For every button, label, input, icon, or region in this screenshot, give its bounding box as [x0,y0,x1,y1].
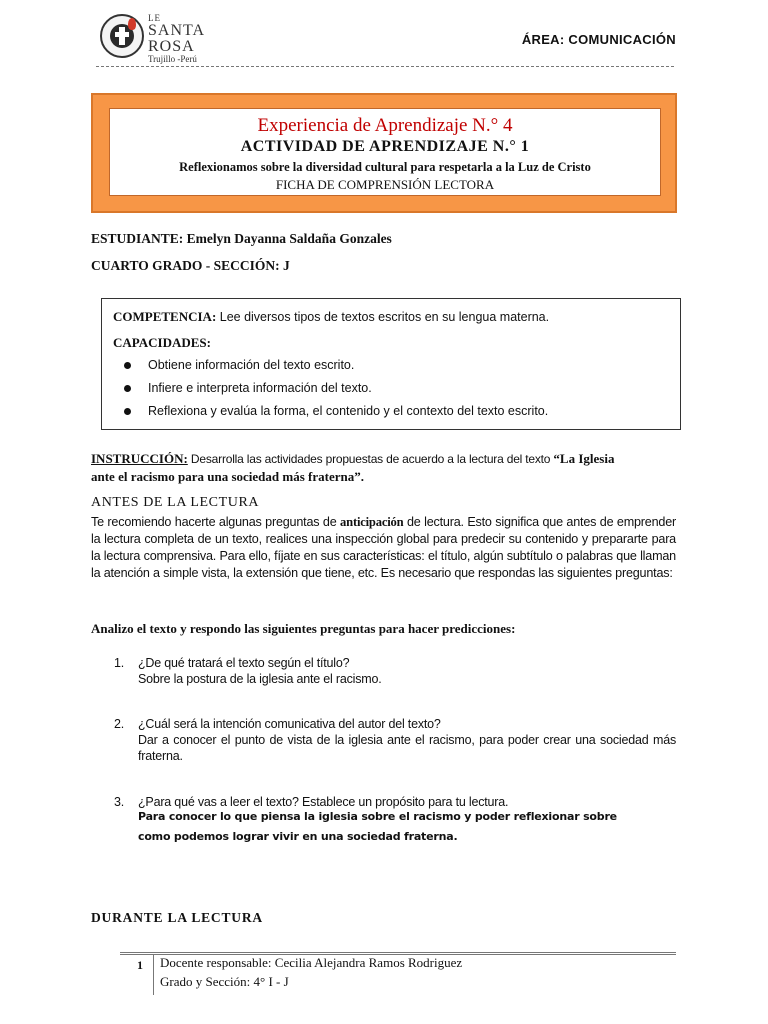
competencia-text: Lee diversos tipos de textos escritos en su lengua materna. [216,310,550,324]
capacidad-text: Obtiene información del texto escrito. [148,358,355,372]
footer-docente: Docente responsable: Cecilia Alejandra Ramos Rodriguez [160,955,463,970]
actividad-title: ACTIVIDAD DE APRENDIZAJE N.° 1 [240,138,530,155]
durante-heading: DURANTE LA LECTURA [91,910,263,925]
competencia-box [101,298,681,430]
page-number: 1 [137,958,143,972]
question-text: ¿Para qué vas a leer el texto? Establece un propósito para tu lectura. [138,795,509,809]
capacidades-label: CAPACIDADES: [113,335,211,350]
instruccion-paragraph [91,450,676,485]
antes-text-start: Te recomiendo hacerte algunas preguntas de [91,515,341,529]
instruccion-reading-title-cont: ante el racismo para una sociedad más fraterna”. [91,469,364,484]
question-number: 1. [114,656,125,670]
bullet-icon [124,362,131,369]
capacidad-text: Infiere e interpreta información del texto. [148,381,372,395]
antes-text-rest: de lectura. Esto significa que antes de emprender la lectura completa de un texto, realices una inspección global para predecir su contenido y prepararte para la lectura comprensiva. Para ello, fíjate en sus características: el título, algún subtítulo o palabras que llaman la atención a simple vista, la extensión que tiene, etc. Es necesario que respondas las siguientes preguntas: [91,515,677,580]
grade-section: CUARTO GRADO - SECCIÓN: J [91,258,290,273]
flame-icon [128,18,136,30]
capacidad-text: Reflexiona y evalúa la forma, el contenido y el contexto del texto escrito. [148,404,549,418]
list-item [124,404,548,418]
antes-bold-word: anticipación [340,515,404,529]
actividad-subtitle: Reflexionamos sobre la diversidad cultural para respetarla a la Luz de Cristo [179,160,591,174]
footer-separator [153,955,154,995]
logo-le: LE [148,13,161,23]
competencia-line [113,309,549,325]
area-label: ÁREA: COMUNICACIÓN [521,32,676,47]
logo-name-2: ROSA [148,38,195,55]
logo-name-1: SANTA [148,22,206,39]
competencia-label: COMPETENCIA: [113,309,217,324]
question-number: 2. [114,717,125,731]
list-item [124,358,354,372]
experiencia-title: Experiencia de Aprendizaje N.° 4 [257,115,513,136]
answer-text: Para conocer lo que piensa la iglesia sobre el racismo y poder reflexionar sobre como podemos lograr vivir en una sociedad fraterna. [138,810,617,843]
title-box [109,108,661,196]
antes-heading: ANTES DE LA LECTURA [91,495,260,510]
bullet-icon [124,385,131,392]
school-logo [100,14,230,66]
logo-text [148,14,205,64]
title-frame [91,93,677,213]
analizo-heading: Analizo el texto y respondo las siguientes preguntas para hacer predicciones: [91,621,516,636]
instruccion-reading-title: “La Iglesia [553,451,615,466]
question-text: ¿De qué tratará el texto según el título? [138,656,350,670]
ficha-title: FICHA DE COMPRENSIÓN LECTORA [275,177,495,192]
header-divider [96,66,674,67]
logo-place: Trujillo -Perú [148,54,197,64]
antes-paragraph [91,514,676,582]
student-name: ESTUDIANTE: Emelyn Dayanna Saldaña Gonzales [91,231,392,246]
question-number: 3. [114,795,125,809]
instruccion-label: INSTRUCCIÓN: [91,451,188,466]
answer-text: Dar a conocer el punto de vista de la iglesia ante el racismo, para poder crear una sociedad más fraterna. [138,733,676,763]
school-seal-icon [100,14,144,58]
answer-text: Sobre la postura de la iglesia ante el racismo. [138,672,382,686]
question-text: ¿Cuál será la intención comunicativa del autor del texto? [138,717,441,731]
list-item [124,381,372,395]
instruccion-text: Desarrolla las actividades propuestas de acuerdo a la lectura del texto [187,452,554,466]
bullet-icon [124,408,131,415]
footer-grado: Grado y Sección: 4° I - J [160,974,289,989]
